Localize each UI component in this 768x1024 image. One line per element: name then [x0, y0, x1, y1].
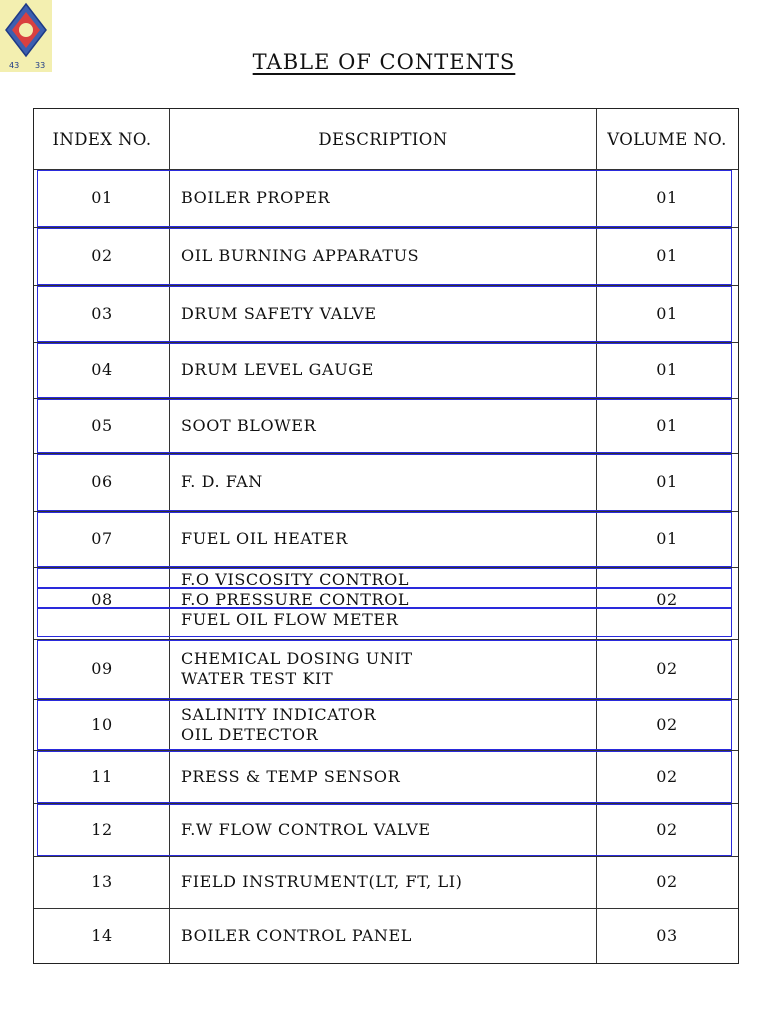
row-volume: 01: [656, 246, 678, 265]
row-volume: 01: [656, 360, 678, 379]
row-index: 03: [91, 303, 113, 323]
row-volume: 03: [656, 925, 678, 945]
row-description: BOILER PROPER: [181, 188, 331, 207]
contents-table: [33, 108, 739, 964]
row-volume: 02: [656, 659, 678, 678]
row-volume: 01: [656, 188, 678, 207]
row-index: 14: [91, 925, 113, 945]
row-index: 10: [91, 714, 113, 734]
row-description: CHEMICAL DOSING UNIT: [181, 649, 413, 668]
row-volume: 01: [656, 529, 678, 548]
row-volume: 01: [656, 303, 678, 323]
row-description: OIL DETECTOR: [181, 724, 319, 744]
row-description: FIELD INSTRUMENT(LT, FT, LI): [181, 872, 463, 891]
row-divider: [34, 908, 738, 909]
header-index: INDEX NO.: [52, 130, 152, 149]
row-description: OIL BURNING APPARATUS: [181, 246, 420, 265]
row-description: F.W FLOW CONTROL VALVE: [181, 819, 431, 839]
row-volume: 02: [656, 590, 678, 609]
page-title: TABLE OF CONTENTS: [252, 50, 516, 74]
row-index: 08: [91, 590, 113, 609]
row-description: SALINITY INDICATOR: [181, 704, 377, 724]
row-description: F. D. FAN: [181, 472, 263, 491]
row-volume: 02: [656, 766, 678, 786]
row-index: 04: [91, 360, 113, 379]
row-index: 06: [91, 472, 113, 491]
row-description: SOOT BLOWER: [181, 415, 317, 435]
row-index: 09: [91, 659, 113, 678]
logo-number-right: 33: [35, 61, 46, 70]
header-volume: VOLUME NO.: [607, 130, 727, 149]
row-index: 12: [91, 819, 113, 839]
row-index: 11: [91, 766, 113, 786]
row-description: FUEL OIL FLOW METER: [181, 610, 399, 629]
row-index: 02: [91, 246, 113, 265]
row-description: BOILER CONTROL PANEL: [181, 925, 412, 945]
row-divider: [34, 856, 738, 857]
row-volume: 02: [656, 819, 678, 839]
row-description: F.O PRESSURE CONTROL: [181, 590, 410, 609]
row-description: WATER TEST KIT: [181, 669, 334, 688]
row-description: PRESS & TEMP SENSOR: [181, 766, 401, 786]
logo-number-left: 43: [9, 61, 20, 70]
row-index: 07: [91, 529, 113, 548]
row-index: 05: [91, 415, 113, 435]
row-index: 13: [91, 872, 113, 891]
row-volume: 01: [656, 415, 678, 435]
row-description: F.O VISCOSITY CONTROL: [181, 570, 410, 589]
row-description: FUEL OIL HEATER: [181, 529, 348, 548]
row-index: 01: [91, 188, 113, 207]
row-volume: 02: [656, 872, 678, 891]
header-description: DESCRIPTION: [318, 130, 448, 149]
row-description: DRUM LEVEL GAUGE: [181, 360, 374, 379]
row-volume: 01: [656, 472, 678, 491]
row-volume: 02: [656, 714, 678, 734]
row-description: DRUM SAFETY VALVE: [181, 303, 377, 323]
